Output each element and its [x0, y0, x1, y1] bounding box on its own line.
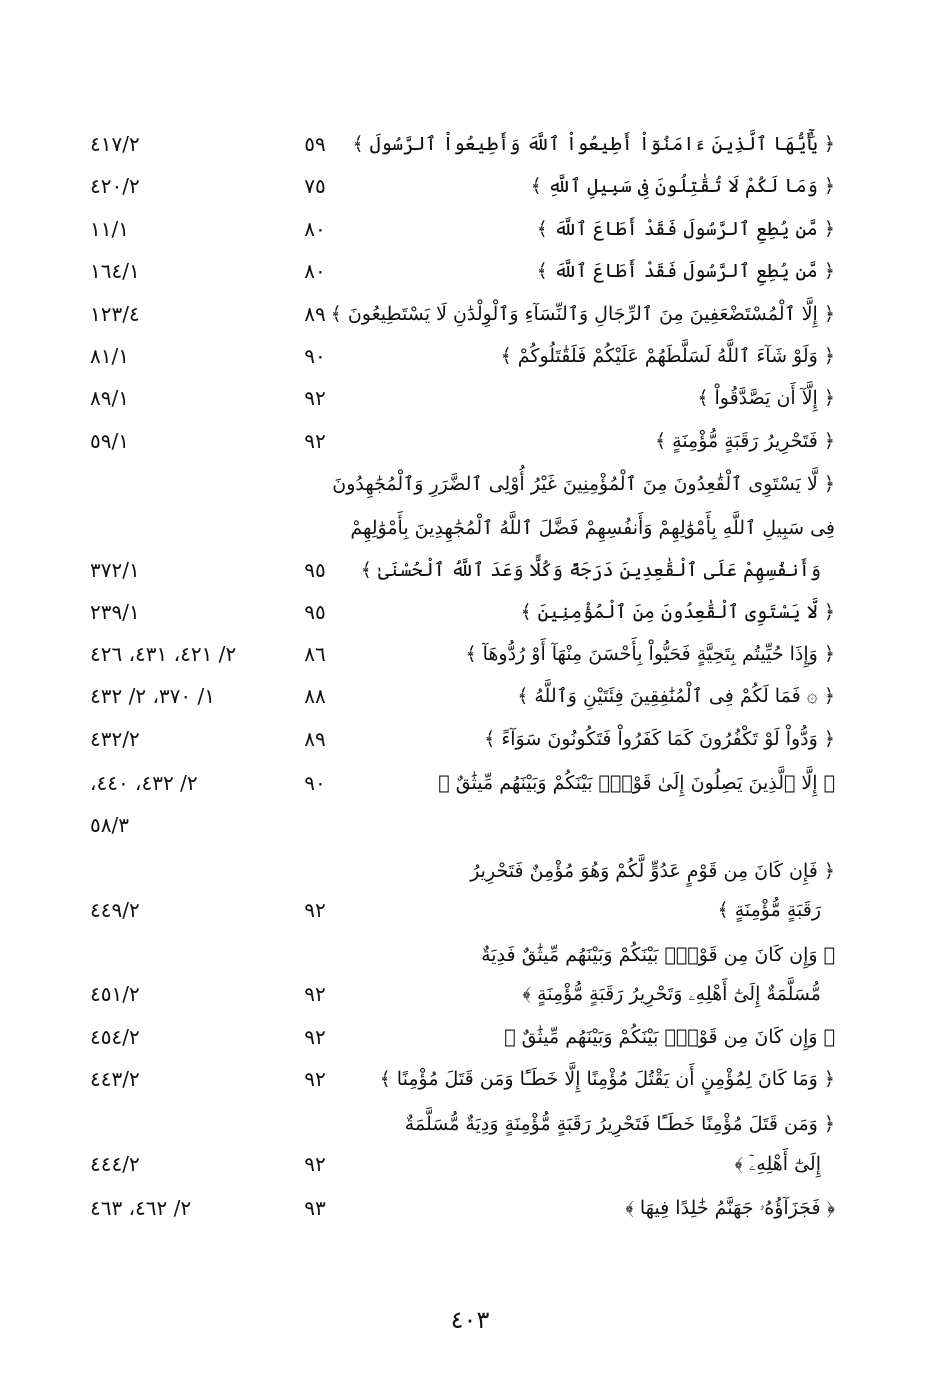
ayah-number: ٨٩: [304, 302, 326, 326]
verse-text: ﴿ مَّن يُطِعِ ٱلرَّسُولَ فَقَدْ أَطَاعَ ٱللَّهَ ﴾: [536, 218, 835, 240]
page-reference: ٢/ ٤٢١، ٤٣١، ٤٢٦: [90, 642, 237, 666]
page-reference: ٢/ ٤٦٢، ٤٦٣: [90, 1196, 192, 1220]
index-entry: [90, 1059, 835, 1099]
verse-text: ﴿ وَإِن كَانَ مِن قَوْمٍۭ بَيْنَكُمْ وَبَيْنَهُم مِّيثَٰقٌ ﴾: [504, 1026, 835, 1048]
verse-text: ﴿ وَدُّواْ لَوْ تَكْفُرُونَ كَمَا كَفَرُواْ فَتَكُونُونَ سَوَآءً ﴾: [484, 728, 835, 750]
index-entry: [90, 592, 835, 632]
verse-text: ﴿ يَٰٓأَيُّهَا ٱلَّذِينَ ءَامَنُوٓاْ أَطِيعُواْ ٱللَّهَ وَأَطِيعُواْ ٱلرَّسُولَ ﴾: [352, 133, 835, 155]
verse-text: ﴿ وَمَا لَكُمْ لَا تُقَٰتِلُونَ فِى سَبِيلِ ٱللَّهِ ﴾: [530, 175, 835, 197]
ayah-number: ٩٥: [304, 558, 326, 582]
verse-text: ﴿ فَإِن كَانَ مِن قَوْمٍ عَدُوٍّ لَّكُمْ وَهُوَ مُؤْمِنٌ فَتَحْرِيرُ: [470, 860, 835, 882]
ayah-number: ٨٨: [304, 684, 326, 708]
index-entry: [90, 974, 835, 1014]
index-entry: [90, 251, 835, 291]
index-entry: [90, 634, 835, 674]
verse-text: ﴿ وَإِن كَانَ مِن قَوْمٍۭ بَيْنَكُمْ وَبَيْنَهُم مِّيثَٰقٌ فَدِيَةٌ: [481, 944, 835, 966]
index-entry: [90, 336, 835, 376]
ayah-number: ٨٠: [304, 217, 326, 241]
ayah-number: ٨٠: [304, 259, 326, 283]
index-entry: [90, 935, 835, 975]
index-entry: [90, 1017, 835, 1057]
index-entry: [90, 1104, 835, 1144]
ayah-number: ٩٢: [304, 429, 326, 453]
ayah-number: ٩٢: [304, 386, 326, 410]
ayah-number: ٧٥: [304, 174, 326, 198]
page-reference: ٥٨/٣: [90, 813, 129, 837]
page-reference: ١/ ٣٧٠، ٢/ ٤٣٢: [90, 684, 215, 708]
page-reference: ١١/١: [90, 217, 129, 241]
index-entry: [90, 1188, 835, 1228]
page-reference: ٨١/١: [90, 344, 129, 368]
page-reference: ٤٣٢/٢: [90, 727, 140, 751]
index-entry: [90, 294, 835, 334]
verse-text: ﴿ إِلَّا ٱلَّذِينَ يَصِلُونَ إِلَىٰ قَوْمٍۭ بَيْنَكُمْ وَبَيْنَهُم مِّيثَٰقٌ ﴾: [438, 772, 835, 794]
index-entry: [90, 508, 835, 548]
index-entry: [90, 719, 835, 759]
page-number: ٤٠٣: [450, 1306, 490, 1334]
ayah-number: ٩٢: [304, 898, 326, 922]
page-reference: ٤٢٠/٢: [90, 174, 140, 198]
index-entry: [90, 209, 835, 249]
index-entry: [90, 124, 835, 164]
page-reference: ٤٥١/٢: [90, 982, 140, 1006]
ayah-number: ٩٢: [304, 1152, 326, 1176]
ayah-number: ٨٦: [304, 642, 326, 666]
ayah-number: ٩٢: [304, 1025, 326, 1049]
verse-text: ﴿ مَّن يُطِعِ ٱلرَّسُولَ فَقَدْ أَطَاعَ ٱللَّهَ ﴾: [536, 260, 835, 282]
verse-text: ﴿ وَمَن قَتَلَ مُؤْمِنًا خَطَـًٔا فَتَحْرِيرُ رَقَبَةٍ مُّؤْمِنَةٍ وَدِيَةٌ مُّسَلَّمَةٌ: [404, 1113, 835, 1135]
index-entry: [90, 166, 835, 206]
page-reference: ١٦٤/١: [90, 259, 140, 283]
index-entry: [90, 890, 835, 930]
verse-text: ﴿ إِلَّا ٱلْمُسْتَضْعَفِينَ مِنَ ٱلرِّجَالِ وَٱلنِّسَآءِ وَٱلْوِلْدَٰنِ لَا يَسْتَطِيعُونَ ﴾: [330, 303, 835, 325]
index-entry: [90, 550, 835, 590]
page-reference: ٨٩/١: [90, 386, 129, 410]
verse-text: مُّسَلَّمَةٌ إِلَىٰٓ أَهْلِهِۦ وَتَحْرِيرُ رَقَبَةٍ مُّؤْمِنَةٍ ﴾: [522, 983, 821, 1005]
verse-text: ﴿ فَتَحْرِيرُ رَقَبَةٍ مُّؤْمِنَةٍ ﴾: [654, 430, 835, 452]
ayah-number: ٩٥: [304, 600, 326, 624]
page-reference: ٤١٧/٢: [90, 132, 140, 156]
page-reference: ٢/ ٤٣٢، ٤٤٠،: [90, 771, 198, 795]
index-entry: [90, 421, 835, 461]
verse-text: ﴿ ۞ فَمَا لَكُمْ فِى ٱلْمُنَٰفِقِينَ فِئَتَيْنِ وَٱللَّهُ ﴾: [517, 685, 835, 707]
page-reference: ٤٤٤/٢: [90, 1152, 140, 1176]
index-entry: [90, 464, 835, 504]
index-entry: [90, 676, 835, 716]
page-reference: ٥٩/١: [90, 429, 129, 453]
verse-text: إِلَىٰٓ أَهْلِهِۦٓ ﴾: [734, 1153, 821, 1175]
verse-text: ﴿ إِلَّآ أَن يَصَّدَّقُواْ ﴾: [697, 387, 835, 409]
page-reference: ١٢٣/٤: [90, 302, 140, 326]
index-entry: [90, 851, 835, 891]
ayah-number: ٩٢: [304, 1067, 326, 1091]
verse-text: ﴿ فَجَزَآؤُهُۥ جَهَنَّمُ خَٰلِدًا فِيهَا ﴾: [625, 1197, 835, 1219]
ayah-number: ٩٢: [304, 982, 326, 1006]
verse-text: رَقَبَةٍ مُّؤْمِنَةٍ ﴾: [717, 899, 821, 921]
verse-text: فِى سَبِيلِ ٱللَّهِ بِأَمْوَٰلِهِمْ وَأَنفُسِهِمْ فَضَّلَ ٱللَّهُ ٱلْمُجَٰهِدِينَ بِأَمْوَٰلِهِمْ: [350, 517, 835, 539]
index-entry: [90, 1144, 835, 1184]
page-reference: ٢٣٩/١: [90, 600, 140, 624]
page-reference: ٤٤٩/٢: [90, 898, 140, 922]
ayah-number: ٩٠: [304, 344, 326, 368]
index-entry: [90, 805, 835, 845]
verse-text: ﴿ وَمَا كَانَ لِمُؤْمِنٍ أَن يَقْتُلَ مُؤْمِنًا إِلَّا خَطَـًٔا وَمَن قَتَلَ مُؤْمِنًا ﴾: [379, 1068, 835, 1090]
page-reference: ٣٧٢/١: [90, 558, 140, 582]
verse-text: ﴿ لَّا يَسْتَوِى ٱلْقَٰعِدُونَ مِنَ ٱلْمُؤْمِنِينَ غَيْرُ أُوْلِى ٱلضَّرَرِ وَٱلْمُجَٰهِدُونَ: [332, 473, 835, 495]
verse-text: وَأَنفُسِهِمْ عَلَى ٱلْقَٰعِدِينَ دَرَجَةً وَكُلًّا وَعَدَ ٱللَّهُ ٱلْحُسْنَىٰ ﴾: [360, 559, 821, 581]
verse-text: ﴿ لَّا يَسْتَوِى ٱلْقَٰعِدُونَ مِنَ ٱلْمُؤْمِنِينَ ﴾: [520, 601, 835, 623]
ayah-number: ٥٩: [304, 132, 326, 156]
page-reference: ٤٥٤/٢: [90, 1025, 140, 1049]
index-entry: [90, 763, 835, 803]
verse-text: ﴿ وَإِذَا حُيِّيتُم بِتَحِيَّةٍ فَحَيُّواْ بِأَحْسَنَ مِنْهَآ أَوْ رُدُّوهَآ ﴾: [465, 643, 835, 665]
ayah-number: ٨٩: [304, 727, 326, 751]
ayah-number: ٩٠: [304, 771, 326, 795]
verse-text: ﴿ وَلَوْ شَآءَ ٱللَّهُ لَسَلَّطَهُمْ عَلَيْكُمْ فَلَقَٰتَلُوكُمْ ﴾: [500, 345, 835, 367]
ayah-number: ٩٣: [304, 1196, 326, 1220]
page-reference: ٤٤٣/٢: [90, 1067, 140, 1091]
index-entry: [90, 378, 835, 418]
